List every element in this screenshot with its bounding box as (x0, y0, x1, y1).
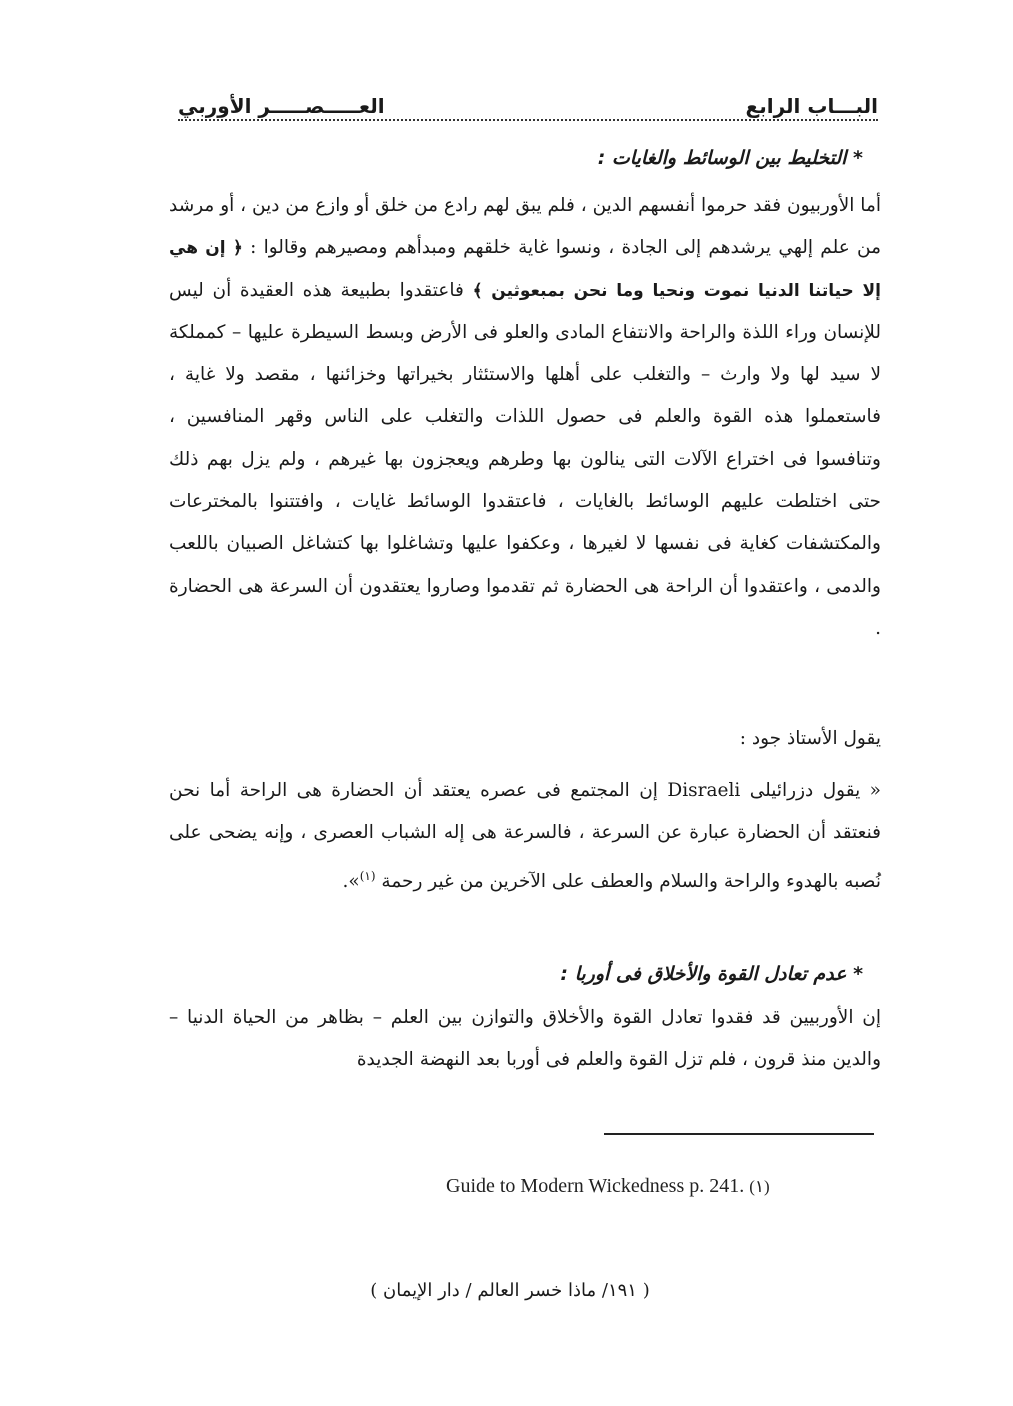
quote-text: إن المجتمع فى عصره يعتقد أن الحضارة هى الراحة أما نحن فنعتقد أن الحضارة عبارة عن السرعة ، فالسرعة هى إله الشباب العصرى ، وإنه يضحى على نُصبه بالهدوء والراحة والسلام والعطف على الآخرين من غير رحمة (169, 780, 881, 892)
latin-name: Disraeli (667, 780, 741, 801)
quote-paragraph (169, 770, 881, 903)
running-header (178, 84, 878, 118)
section-heading-1: * التخليط بين الوسائط والغايات : (597, 147, 863, 169)
footnote-ref: (١) (359, 868, 376, 883)
section-title: العـــــصـــــر الأوربي (178, 94, 385, 118)
page-footer: ( ١٩١/ ماذا خسر العالم / دار الإيمان ) (370, 1280, 650, 1301)
paragraph-1 (169, 185, 881, 650)
footnote-text: Guide to Modern Wickedness p. 241. (446, 1175, 745, 1197)
quote-close: ». (342, 870, 360, 892)
paragraph-1-text-b: فاعتقدوا بطبيعة هذه العقيدة أن ليس للإنسان وراء اللذة والراحة والانتفاع المادى والعلو فى الأرض وبسط السيطرة عليها – كمملكة لا سيد لها ولا وارث – والتغلب على أهلها والاستئثار بخيراتها وخزائنها ، مقصد ولا غاية ، فاستعملوا هذه القوة والعلم فى حصول اللذات والتغلب على الناس وقهر المنافسين ، وتنافسوا فى اختراع الآلات التى ينالون بها وطرهم ويعجزون بها غيرهم ، ولم يزل بهم ذلك حتى اختلطت عليهم الوسائط بالغايات ، فاعتقدوا الوسائط غايات ، وافتتنوا بالمخترعات والمكتشفات كغاية فى نفسها لا لغيرها ، وعكفوا عليها وتشاغلوا بها كتشاغل الصبيان باللعب والدمى ، واعتقدوا أن الراحة هى الحضارة ثم تقدموا وصاروا يعتقدون أن السرعة هى الحضارة . (169, 279, 881, 639)
section-heading-2: * عدم تعادل القوة والأخلاق فى أوربا : (560, 963, 863, 985)
quran-verse: ﴿ إن هي إلا حياتنا الدنيا نموت ونحيا وما نحن بمبعوثين ﴾ (169, 238, 882, 301)
quote-intro: يقول الأستاذ جود : (739, 728, 881, 749)
chapter-title: البـــاب الرابع (745, 94, 878, 118)
footnote-number: (١) (749, 1177, 770, 1196)
paragraph-3: إن الأوربيين قد فقدوا تعادل القوة والأخلاق والتوازن بين العلم – بظاهر من الحياة الدنيا – والدين منذ قرون ، فلم تزل القوة والعلم فى أوربا بعد النهضة الجديدة (169, 1007, 881, 1071)
footnote (446, 1175, 770, 1198)
quote-open: « يقول دزرائيلى (749, 780, 882, 801)
footnote-rule (604, 1133, 874, 1135)
paragraph-1-text-a: أما الأوربيون فقد حرموا أنفسهم الدين ، فلم يبق لهم رادع من خلق أو وازع من دين ، أو مرشد من علم إلهي يرشدهم إلى الجادة ، ونسوا غاية خلقهم ومبدأهم ومصيرهم وقالوا : (169, 195, 881, 259)
header-rule (178, 119, 878, 121)
